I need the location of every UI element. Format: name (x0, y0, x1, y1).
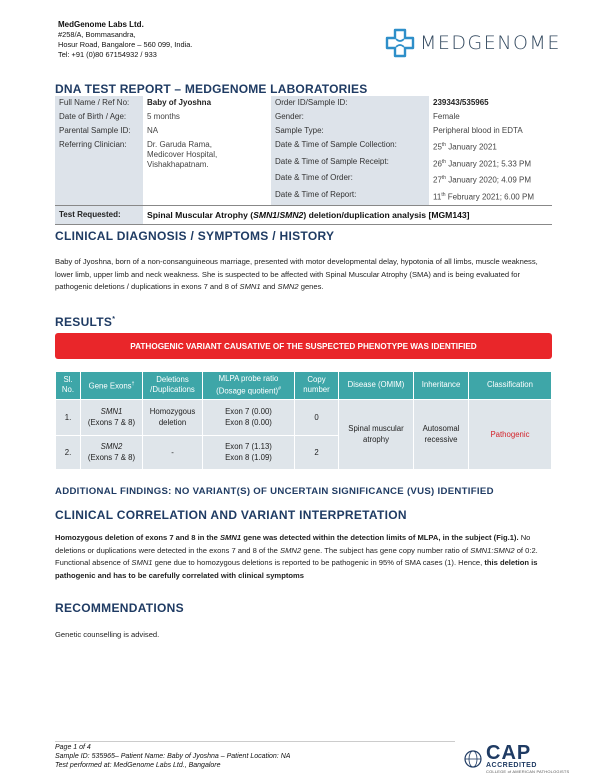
row2-copy: 2 (295, 435, 339, 469)
lab-address-line1: #258/A, Bommasandra, (58, 30, 136, 39)
report-date-label: Date & Time of Report: (271, 188, 429, 205)
row2-gene: SMN2 (Exons 7 & 8) (81, 435, 143, 469)
report-date-value: 11th February 2021; 6.00 PM (433, 191, 534, 202)
medgenome-logo (385, 28, 561, 58)
row1-copy: 0 (295, 399, 339, 435)
row1-sl: 1. (56, 399, 81, 435)
row1-deletions: Homozygous deletion (143, 399, 203, 435)
col-sl: Sl. No. (56, 372, 81, 400)
collection-value: 25th January 2021 (433, 142, 497, 152)
row2-deletions: - (143, 435, 203, 469)
page-number: Page 1 of 4 (55, 744, 91, 751)
test-requested-label: Test Requested: (55, 205, 143, 224)
clinician-line2: Medicover Hospital, (147, 150, 218, 159)
order-label: Order ID/Sample ID: (271, 96, 429, 110)
clinical-text: Baby of Jyoshna, born of a non-consanguineous marriage, presented with motor developmental delay, hypotonia of all limbs, muscle weakness, lower limb, upper limb and neck weakness. She is suspected to be affected with Spinal Muscular Atrophy (SMA) and is being evaluated for pathogenic deletions / duplications in exons 7 and 8 of SMN1 and SMN2 genes. (55, 257, 538, 291)
col-classification: Classification (469, 372, 552, 400)
receipt-label: Date & Time of Sample Receipt: (271, 155, 429, 172)
row1-gene: SMN1 (Exons 7 & 8) (81, 399, 143, 435)
clinician-line3: Vishakhapatnam. (147, 160, 209, 169)
cap-big: CAP (486, 742, 532, 764)
correlation-heading: CLINICAL CORRELATION AND VARIANT INTERPRETATION (55, 508, 407, 522)
cap-accredited: ACCREDITED (486, 762, 537, 769)
medgenome-cross-icon (385, 28, 415, 58)
disease-cell: Spinal muscular atrophy (339, 399, 414, 469)
clinician-line1: Dr. Garuda Rama, (147, 140, 212, 149)
dob-label: Date of Birth / Age: (55, 110, 143, 124)
col-mlpa: MLPA probe ratio (Dosage quotient)# (203, 372, 295, 400)
collection-label: Date & Time of Sample Collection: (271, 138, 429, 155)
lab-address-block (58, 20, 192, 60)
cap-globe-icon (463, 749, 483, 769)
gender-value: Female (433, 112, 460, 121)
report-title: DNA TEST REPORT – MEDGENOME LABORATORIES (55, 82, 368, 96)
lab-phone: Tel: +91 (0)80 67154932 / 933 (58, 50, 157, 59)
col-copy: Copy number (295, 372, 339, 400)
row1-mlpa: Exon 7 (0.00) Exon 8 (0.00) (203, 399, 295, 435)
order-date-value: 27th January 2020; 4.09 PM (433, 175, 532, 185)
cap-accredited-logo (463, 744, 569, 774)
recommendations-heading: RECOMMENDATIONS (55, 601, 184, 615)
pathogenic-banner: PATHOGENIC VARIANT CAUSATIVE OF THE SUSPECTED PHENOTYPE WAS IDENTIFIED (55, 333, 552, 359)
patient-name: Baby of Jyoshna (147, 98, 212, 107)
footer-sample: Sample ID: 535965– Patient Name: Baby of Jyoshna – Patient Location: NA (55, 753, 291, 760)
logo-text: MEDGENOME (420, 32, 561, 54)
sample-type-value: Peripheral blood in EDTA (433, 126, 523, 135)
col-disease: Disease (OMIM) (339, 372, 414, 400)
receipt-value: 26th January 2021; 5.33 PM (433, 158, 532, 169)
sample-type-label: Sample Type: (271, 124, 429, 138)
recommendations-text: Genetic counselling is advised. (55, 630, 160, 639)
footer (55, 743, 290, 770)
inheritance-cell: Autosomal recessive (414, 399, 469, 469)
table-row (56, 399, 552, 435)
lab-address-line2: Hosur Road, Bangalore – 560 099, India. (58, 40, 193, 49)
footer-performed: Test performed at: MedGenome Labs Ltd., Bangalore (55, 762, 221, 769)
order-date-label: Date & Time of Order: (271, 171, 429, 188)
dob-value: 5 months (147, 112, 180, 121)
classification-cell: Pathogenic (469, 399, 552, 469)
col-inheritance: Inheritance (414, 372, 469, 400)
correlation-text: Homozygous deletion of exons 7 and 8 in the SMN1 gene was detected within the detection limits of MLPA, in the subject (Fig.1). No deletions or duplications were detected in the exons 7 and 8 of the SMN2 gene. The subject has gene copy number ratio of SMN1:SMN2 of 0:2. Functional absence of SMN1 gene due to homozygous deletions is reported to be pathogenic in 95% of SMA cases (1). Hence, this deletion is pathogenic and has to be carefully correlated with clinical symptoms (55, 533, 538, 580)
name-label: Full Name / Ref No: (55, 96, 143, 110)
cap-org: COLLEGE of AMERICAN PATHOLOGISTS (486, 769, 570, 774)
clinician-value (143, 138, 271, 205)
results-table (55, 371, 552, 470)
additional-findings-heading: ADDITIONAL FINDINGS: NO VARIANT(S) OF UNCERTAIN SIGNIFICANCE (VUS) IDENTIFIED (55, 486, 494, 497)
footer-divider (55, 741, 455, 742)
col-gene: Gene Exons† (81, 372, 143, 400)
parental-value: NA (147, 126, 159, 135)
results-header-row (56, 372, 552, 400)
clinical-heading: CLINICAL DIAGNOSIS / SYMPTOMS / HISTORY (55, 229, 335, 243)
lab-name: MedGenome Labs Ltd. (58, 20, 144, 29)
patient-info-table (55, 96, 552, 225)
gender-label: Gender: (271, 110, 429, 124)
row2-sl: 2. (56, 435, 81, 469)
row2-mlpa: Exon 7 (1.13) Exon 8 (1.09) (203, 435, 295, 469)
results-heading: RESULTS* (55, 315, 116, 329)
col-deletions: Deletions /Duplications (143, 372, 203, 400)
test-requested-value: Spinal Muscular Atrophy (SMN1/SMN2) deletion/duplication analysis [MGM143] (143, 205, 552, 224)
parental-label: Parental Sample ID: (55, 124, 143, 138)
clinician-label: Referring Clinician: (55, 138, 143, 205)
order-id: 239343/535965 (433, 98, 489, 107)
